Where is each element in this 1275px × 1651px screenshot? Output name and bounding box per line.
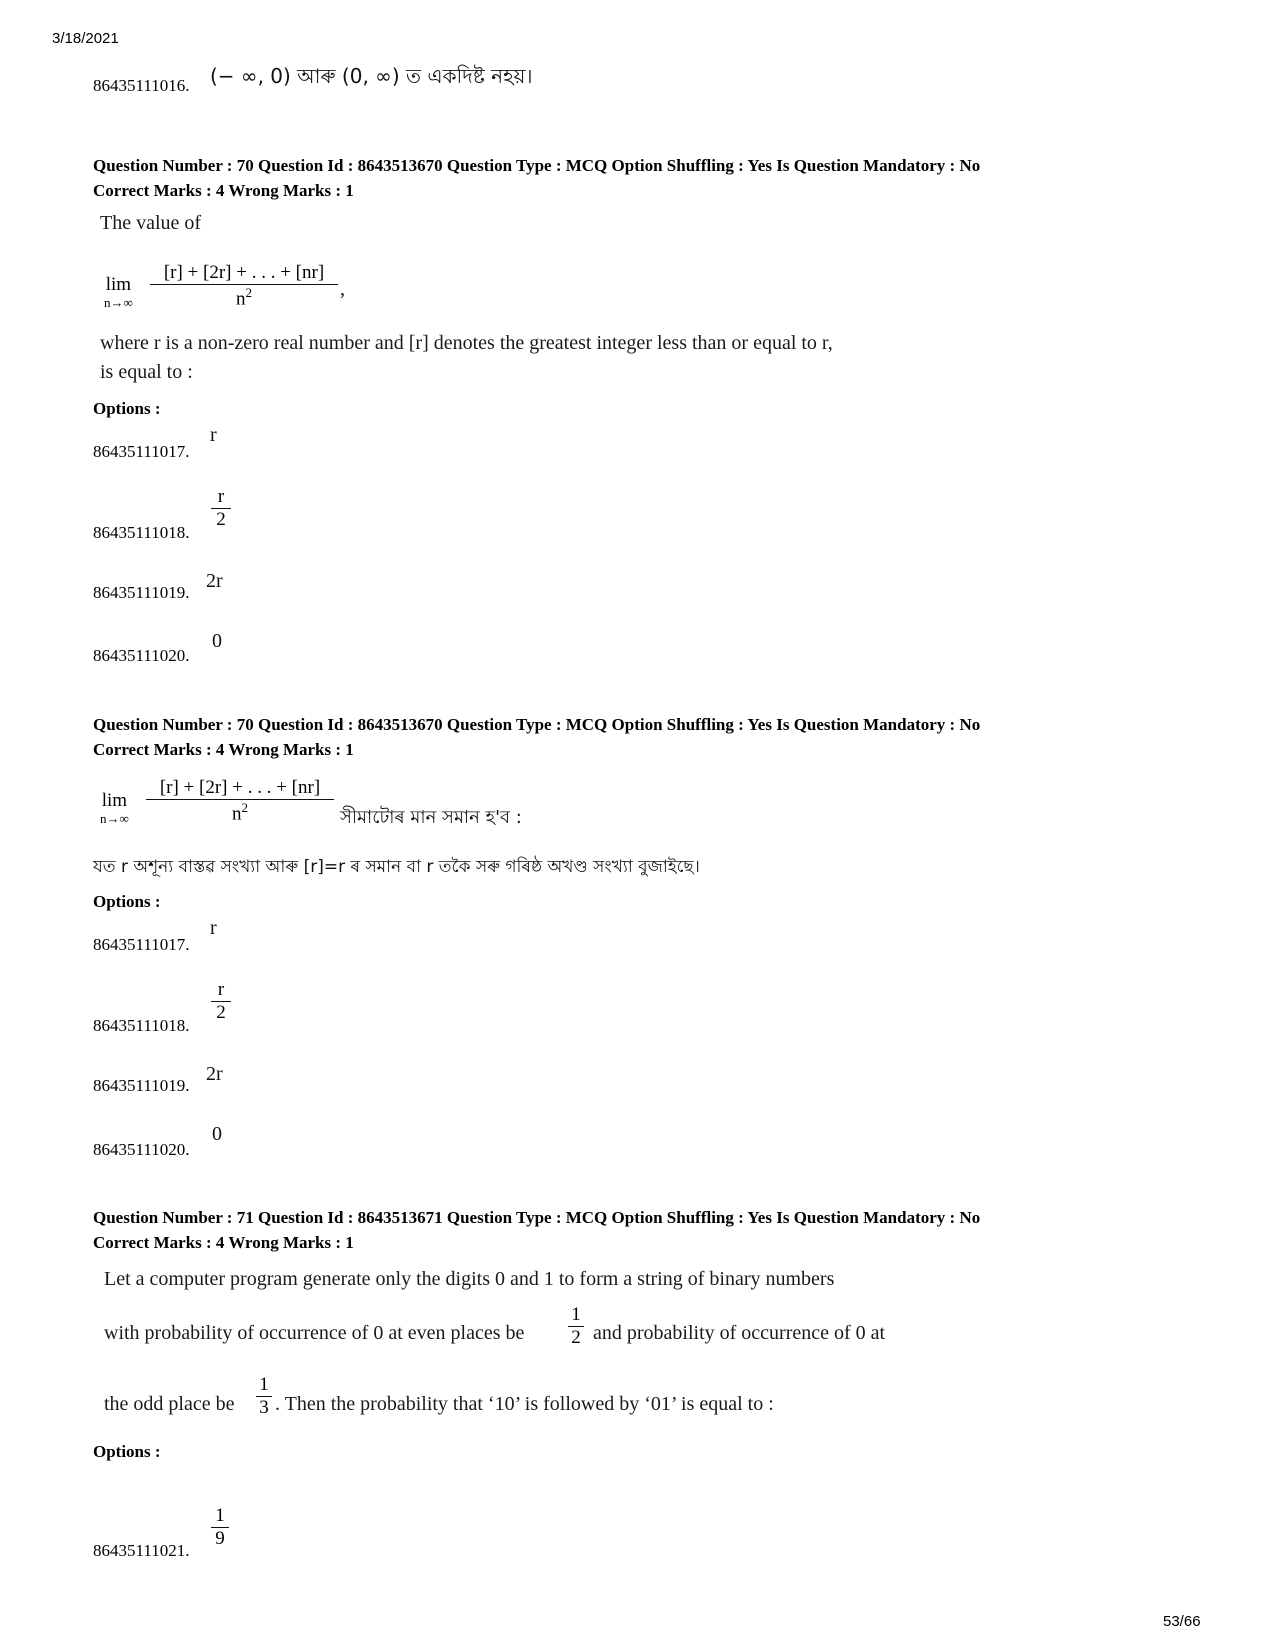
question-text-line: the odd place be xyxy=(104,1393,235,1415)
option-id: 86435111017. xyxy=(93,935,190,954)
options-label: Options : xyxy=(93,892,161,911)
limit-fraction: [r] + [2r] + . . . + [nr] $n^2$ xyxy=(146,777,334,825)
option-fraction: 1 9 xyxy=(211,1505,229,1550)
option-value: 0 xyxy=(212,630,222,652)
inline-fraction: 1 3 xyxy=(256,1374,272,1419)
limit-fraction: [r] + [2r] + . . . + [nr] $n^2$ xyxy=(150,262,338,310)
question-header: Question Number : 70 Question Id : 8643513670 Question Type : MCQ Option Shuffling : Yes Is Question Mandatory : No xyxy=(93,156,981,175)
question-text-line: with probability of occurrence of 0 at even places be xyxy=(104,1322,525,1344)
option-text: (− ∞, 0) আৰু (0, ∞) ত একদিষ্ট নহয়। xyxy=(210,64,533,88)
limit-symbol: lim n→∞ xyxy=(104,274,133,310)
limit-symbol: lim n→∞ xyxy=(100,790,129,826)
question-text-line: যত r অশূন্য বাস্তৱ সংখ্যা আৰু [r]=r ৰ সমান বা r তকৈ সৰু গৰিষ্ঠ অখণ্ড সংখ্যা বুজাইছে। xyxy=(93,857,700,877)
option-id: 86435111016. xyxy=(93,76,190,95)
marks-line: Correct Marks : 4 Wrong Marks : 1 xyxy=(93,740,354,759)
option-value: 2r xyxy=(206,570,223,592)
option-id: 86435111019. xyxy=(93,1076,190,1095)
question-text-tail: সীমাটোৰ মান সমান হ'ব : xyxy=(340,807,522,828)
page-number: 53/66 xyxy=(1163,1613,1201,1630)
marks-line: Correct Marks : 4 Wrong Marks : 1 xyxy=(93,1233,354,1252)
options-label: Options : xyxy=(93,1442,161,1461)
option-fraction: r 2 xyxy=(211,979,231,1024)
option-id: 86435111019. xyxy=(93,583,190,602)
question-header: Question Number : 70 Question Id : 8643513670 Question Type : MCQ Option Shuffling : Yes Is Question Mandatory : No xyxy=(93,715,981,734)
option-value: r xyxy=(210,424,217,446)
options-label: Options : xyxy=(93,399,161,418)
option-id: 86435111020. xyxy=(93,1140,190,1159)
option-id: 86435111018. xyxy=(93,523,190,542)
option-id: 86435111018. xyxy=(93,1016,190,1035)
question-text-line: is equal to : xyxy=(100,361,193,383)
question-text-line: and probability of occurrence of 0 at xyxy=(593,1322,886,1344)
inline-fraction: 1 2 xyxy=(568,1304,584,1349)
question-text-line: . Then the probability that ‘10’ is followed by ‘01’ is equal to : xyxy=(275,1393,774,1415)
option-id: 86435111021. xyxy=(93,1541,190,1560)
question-header: Question Number : 71 Question Id : 8643513671 Question Type : MCQ Option Shuffling : Yes Is Question Mandatory : No xyxy=(93,1208,981,1227)
marks-line: Correct Marks : 4 Wrong Marks : 1 xyxy=(93,181,354,200)
option-value: 2r xyxy=(206,1063,223,1085)
option-id: 86435111017. xyxy=(93,442,190,461)
option-value: r xyxy=(210,917,217,939)
question-text-line: where r is a non-zero real number and [r] denotes the greatest integer less than or equal to r, xyxy=(100,332,833,354)
comma: , xyxy=(340,278,345,300)
question-intro: The value of xyxy=(100,212,202,234)
question-text-line: Let a computer program generate only the digits 0 and 1 to form a string of binary numbers xyxy=(104,1268,835,1290)
print-date: 3/18/2021 xyxy=(52,30,119,47)
option-fraction: r 2 xyxy=(211,486,231,531)
option-id: 86435111020. xyxy=(93,646,190,665)
option-value: 0 xyxy=(212,1123,222,1145)
